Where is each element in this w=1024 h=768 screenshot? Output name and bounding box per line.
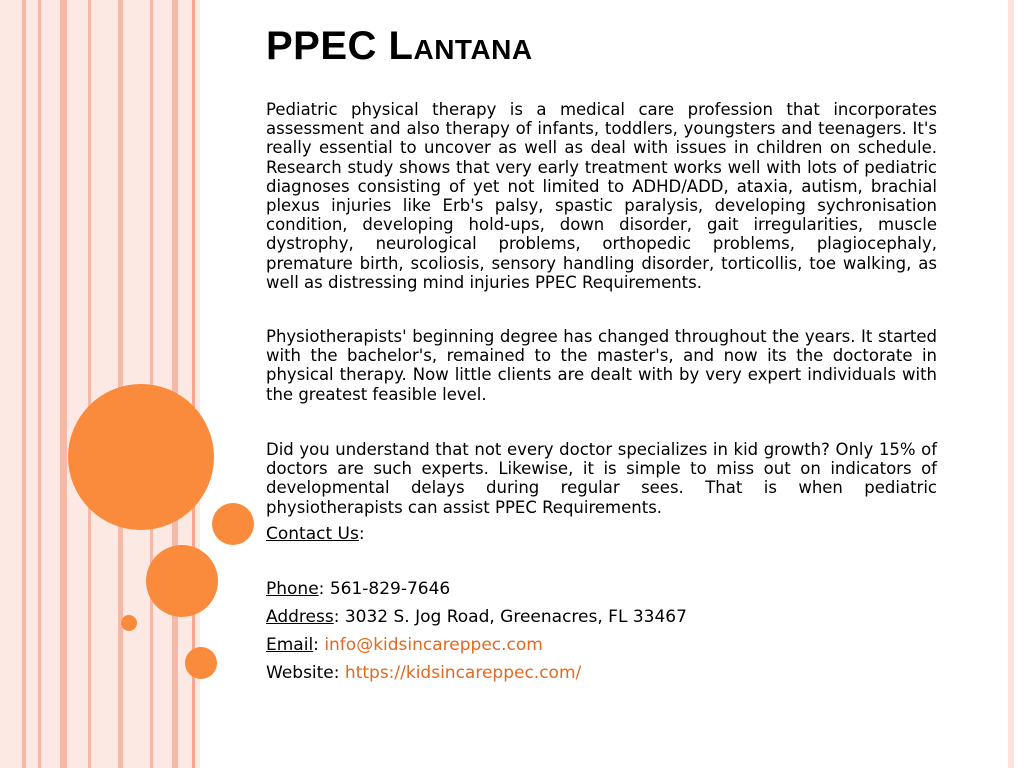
paragraph-specialists: Did you understand that not every doctor specializes in kid growth? Only 15% of doctors are such experts. Likewise, it is simple to miss out on indicators of developmental delays during regular sees. That is when pediatric physiotherapists can assist PPEC Requirements.	[266, 440, 937, 517]
decorative-stripes	[0, 0, 200, 768]
page-title: PPEC Lantana	[266, 24, 533, 68]
address-value: 3032 S. Jog Road, Greenacres, FL 33467	[344, 607, 687, 627]
right-edge-band	[1008, 0, 1014, 768]
email-label: Email	[266, 635, 314, 655]
email-link[interactable]: info@kidsincareppec.com	[324, 635, 543, 655]
stripe-line	[60, 0, 67, 768]
stripe-line	[88, 0, 91, 768]
website-link[interactable]: https://kidsincareppec.com/	[344, 663, 582, 683]
decorative-circle-small	[121, 615, 137, 631]
stripe-line	[38, 0, 41, 768]
stripe-line	[172, 0, 178, 768]
decorative-circle	[146, 545, 218, 617]
website-label: Website	[266, 663, 334, 683]
contact-phone: Phone: 561-829-7646	[266, 579, 451, 599]
phone-label: Phone	[266, 579, 319, 599]
stripe-line	[22, 0, 26, 768]
address-label: Address	[266, 607, 334, 627]
paragraph-intro: Pediatric physical therapy is a medical care profession that incorporates assessment and also therapy of infants, toddlers, youngsters and teenagers. It's really essential to uncover as well as deal with issues in children on schedule. Research study shows that very early treatment works well with lots of pediatric diagnoses consisting of yet not limited to ADHD/ADD, ataxia, autism, brachial plexus injuries like Erb's palsy, spastic paralysis, developing sychronisation condition, developing hold-ups, down disorder, gait irregularities, muscle dystrophy, neurological problems, orthopedic problems, plagiocephaly, premature birth, scoliosis, sensory handling disorder, torticollis, toe walking, as well as distressing mind injuries PPEC Requirements.	[266, 100, 937, 292]
stripe-line	[118, 0, 123, 768]
paragraph-degree: Physiotherapists' beginning degree has changed throughout the years. It started with the bachelor's, remained to the master's, and now its the doctorate in physical therapy. Now little clients are dealt with by very expert individuals with the greatest feasible level.	[266, 327, 937, 404]
contact-address: Address: 3032 S. Jog Road, Greenacres, FL 33467	[266, 607, 687, 627]
contact-email: Email: info@kidsincareppec.com	[266, 635, 543, 655]
contact-heading-label: Contact Us	[266, 524, 359, 544]
decorative-circle	[185, 647, 217, 679]
contact-heading: Contact Us:	[266, 524, 365, 544]
decorative-circle-large	[68, 384, 214, 530]
contact-website: Website: https://kidsincareppec.com/	[266, 663, 582, 683]
decorative-circle	[212, 503, 254, 545]
phone-value: 561-829-7646	[329, 579, 451, 599]
